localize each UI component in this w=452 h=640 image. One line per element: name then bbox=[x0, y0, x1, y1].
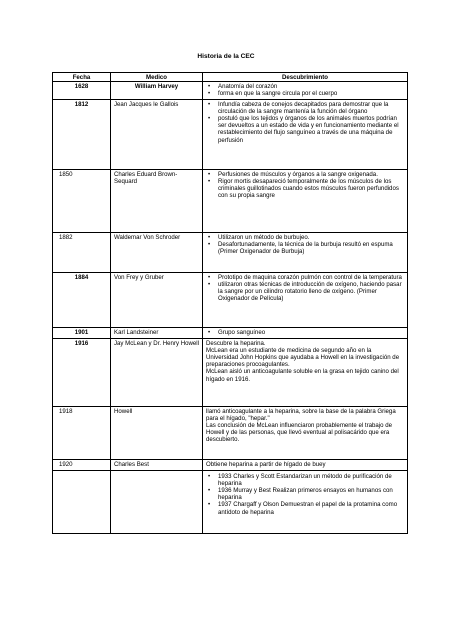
paragraph: Las conclusión de McLean influenciaron probablemente el trabajo de Howell y de las personas, que llevó eventual al polisacárido que era descubierto. bbox=[206, 422, 392, 444]
descubrimiento-cell bbox=[203, 169, 408, 232]
list-item: • Grupo sanguíneo bbox=[206, 329, 404, 336]
header-fecha: Fecha bbox=[53, 73, 111, 82]
list-item: • Rigor mortis desapareció temporalmente de los músculos de los criminales guillotinados cuando estos músculos fueron perfundidos con su propia sangre bbox=[206, 178, 404, 200]
bullet-list bbox=[206, 171, 404, 200]
list-item: • Anatomía del corazón bbox=[206, 83, 404, 90]
fecha-cell bbox=[53, 470, 111, 533]
table-row bbox=[53, 99, 408, 169]
table-row bbox=[53, 169, 408, 232]
descubrimiento-cell bbox=[203, 406, 408, 459]
table-row bbox=[53, 470, 408, 533]
descubrimiento-cell bbox=[203, 338, 408, 406]
descubrimiento-cell bbox=[203, 470, 408, 533]
fecha-cell: 1850 bbox=[53, 169, 111, 232]
fecha-cell: 1918 bbox=[53, 406, 111, 459]
medico-cell: Jay McLean y Dr. Henry Howell bbox=[111, 338, 203, 406]
medico-cell: Jean Jacques le Gallois bbox=[111, 99, 203, 169]
history-table bbox=[52, 72, 408, 534]
header-medico: Medico bbox=[111, 73, 203, 82]
paragraph: Obtiene heparina a partir de hígado de buey bbox=[206, 460, 326, 468]
descubrimiento-cell bbox=[203, 272, 408, 327]
medico-cell: William Harvey bbox=[111, 82, 203, 99]
descubrimiento-cell bbox=[203, 327, 408, 338]
fecha-cell: 1882 bbox=[53, 232, 111, 272]
paragraph: McLean aisló un anticoagulante soluble en la grasa en tejido canino del hígado en 1916. bbox=[206, 368, 399, 383]
fecha-cell: 1916 bbox=[53, 338, 111, 406]
list-item: • Infundía cabeza de conejos decapitados para demostrar que la circulación de la sangre mantenía la función del órgano bbox=[206, 101, 404, 115]
fecha-cell: 1901 bbox=[53, 327, 111, 338]
fecha-cell: 1812 bbox=[53, 99, 111, 169]
table-row bbox=[53, 406, 408, 459]
list-item: • 1936 Murray y Best Realizan primeros ensayos en humanos con heparina bbox=[206, 487, 404, 501]
descubrimiento-cell bbox=[203, 99, 408, 169]
bullet-list bbox=[206, 234, 404, 256]
table-row bbox=[53, 459, 408, 470]
bullet-list bbox=[206, 274, 404, 303]
table-row bbox=[53, 338, 408, 406]
descubrimiento-cell bbox=[203, 232, 408, 272]
table-row bbox=[53, 82, 408, 99]
document-title: Historia de la CEC bbox=[197, 53, 255, 60]
medico-cell: Von Frey y Gruber bbox=[111, 272, 203, 327]
medico-cell: Waldemar Von Schroder bbox=[111, 232, 203, 272]
list-item: • utilizaron otras técnicas de introducción de oxígeno, haciendo pasar la sangre por un cilindro rotatorio lleno de oxígeno. (Primer Oxigenador de Película) bbox=[206, 281, 404, 303]
paragraph: llamó anticoagulante a la heparina, sobre la base de la palabra Griega para el hígado, "hepar." bbox=[206, 407, 396, 422]
medico-cell: Karl Landsteiner bbox=[111, 327, 203, 338]
list-item: • 1937 Chargaff y Olson Demuestran el papel de la protamina como antídoto de heparina bbox=[206, 501, 404, 515]
fecha-cell: 1628 bbox=[53, 82, 111, 99]
header-descubrimiento: Descubrimiento bbox=[203, 73, 408, 82]
paragraph: Descubre la heparina. bbox=[206, 339, 266, 347]
bullet-list bbox=[206, 101, 404, 144]
bullet-list bbox=[206, 83, 404, 97]
list-item: • forma en que la sangre circula por el cuerpo bbox=[206, 90, 404, 97]
medico-cell bbox=[111, 470, 203, 533]
list-item: • 1933 Charles y Scott Estandarizan un método de purificación de heparina bbox=[206, 473, 404, 487]
table-header-row bbox=[53, 73, 408, 82]
list-item: • Prototipo de maquina corazón pulmón con control de la temperatura bbox=[206, 274, 404, 281]
table-row bbox=[53, 232, 408, 272]
list-item: • Desafortunadamente, la técnica de la burbuja resultó en espuma (Primer Oxigenador de Burbuja) bbox=[206, 241, 404, 255]
bullet-list bbox=[206, 329, 404, 336]
descubrimiento-cell bbox=[203, 82, 408, 99]
list-item: • postuló que los tejidos y órganos de los animales muertos podrían ser devueltos a un estado de vida y en funcionamiento mediante el restablecimiento del flujo sanguíneo a través de una máquina de perfusión bbox=[206, 115, 404, 144]
paragraph: McLean era un estudiante de medicina de segundo año en la Universidad John Hopkins que ayudaba a Howell en la investigación de preparaciones procoagulantes. bbox=[206, 346, 400, 369]
list-item: • Utilizaron un método de burbujeo. bbox=[206, 234, 404, 241]
descubrimiento-cell bbox=[203, 459, 408, 470]
medico-cell: Charles Best bbox=[111, 459, 203, 470]
medico-cell: Howell bbox=[111, 406, 203, 459]
fecha-cell: 1884 bbox=[53, 272, 111, 327]
fecha-cell: 1920 bbox=[53, 459, 111, 470]
table-row bbox=[53, 272, 408, 327]
medico-cell: Charles Eduard Brown-Sequard bbox=[111, 169, 203, 232]
table-row bbox=[53, 327, 408, 338]
bullet-list bbox=[206, 473, 404, 516]
list-item: • Perfusiones de músculos y órganos a la sangre oxigenada. bbox=[206, 171, 404, 178]
